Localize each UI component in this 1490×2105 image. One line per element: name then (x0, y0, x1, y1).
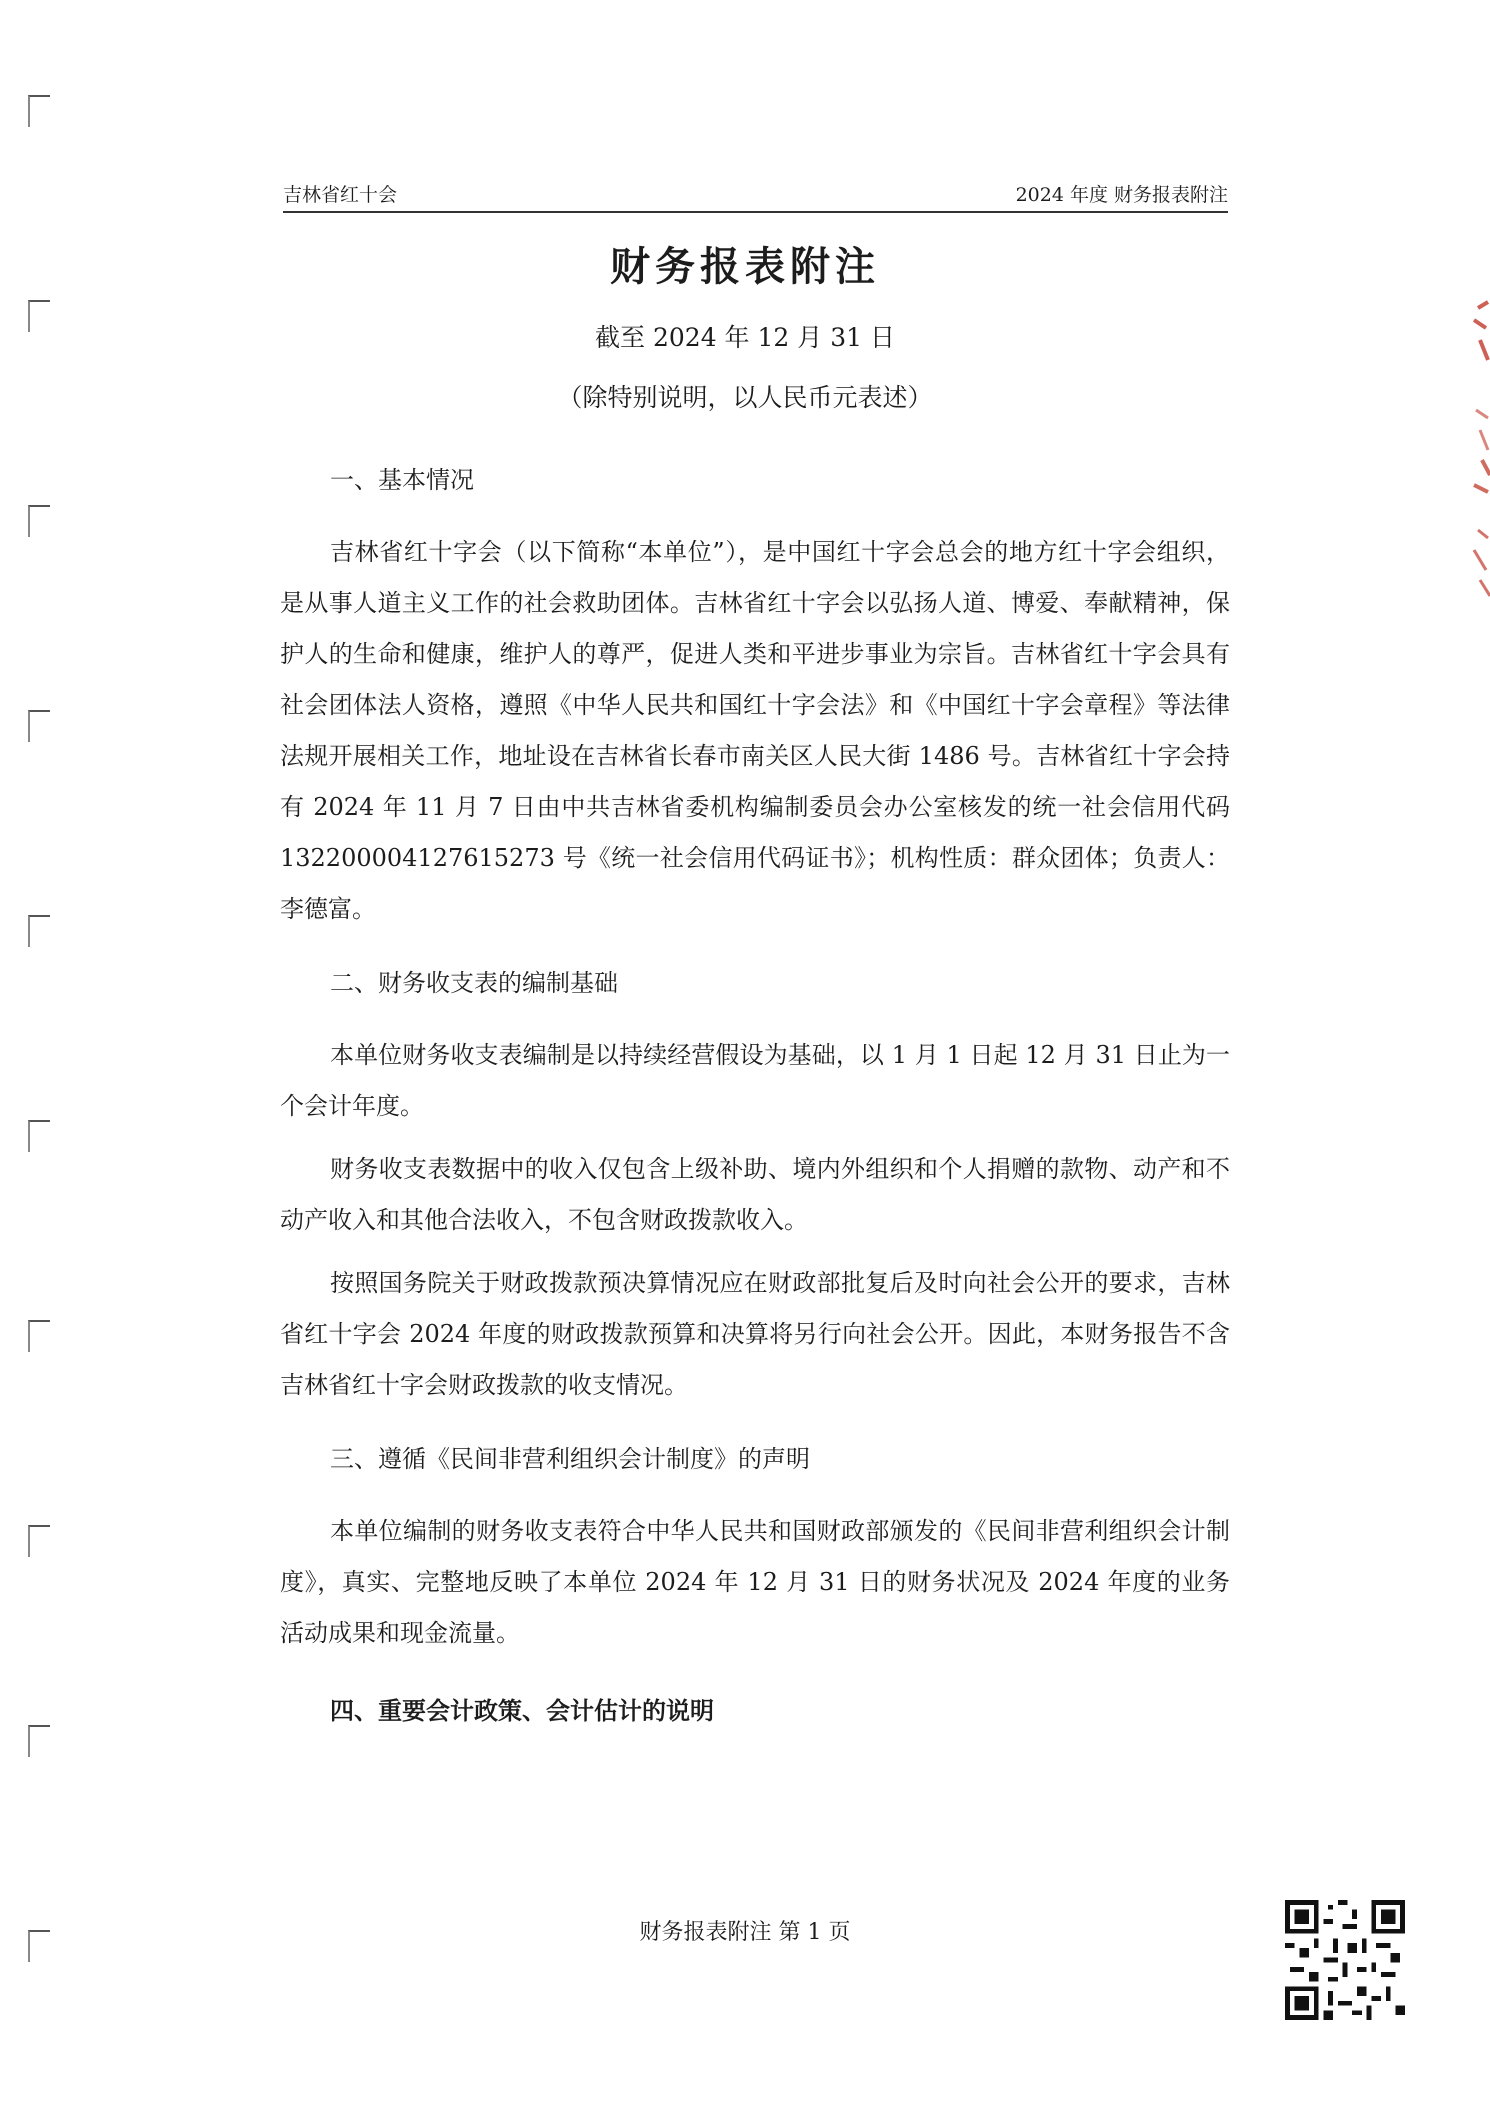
paragraph: 吉林省红十字会（以下简称“本单位”），是中国红十字会总会的地方红十字会组织，是从事人道主义工作的社会救助团体。吉林省红十字会以弘扬人道、博爱、奉献精神，保护人的生命和健康，维护人的尊严，促进人类和平进步事业为宗旨。吉林省红十字会具有社会团体法人资格，遵照《中华人民共和国红十字会法》和《中国红十字会章程》等法律法规开展相关工作，地址设在吉林省长春市南关区人民大街 1486 号。吉林省红十字会持有 2024 年 11 月 7 日由中共吉林省委机构编制委员会办公室核发的统一社会信用代码 132200004127615273 号《统一社会信用代码证书》；机构性质：群众团体；负责人：李德富。 (280, 538, 1230, 923)
document-body (280, 460, 1230, 1726)
section-heading: 四、重要会计政策、会计估计的说明 (330, 1696, 714, 1725)
page-header (283, 175, 1228, 213)
currency-note: （除特别说明，以人民币元表述） (557, 383, 933, 412)
binding-mark (28, 1120, 50, 1152)
section-heading: 三、遵循《民间非营利组织会计制度》的声明 (330, 1445, 810, 1473)
binding-mark (28, 710, 50, 742)
binding-mark (28, 1320, 50, 1352)
section-heading: 二、财务收支表的编制基础 (330, 969, 618, 997)
paragraph: 财务收支表数据中的收入仅包含上级补助、境内外组织和个人捐赠的款物、动产和不动产收入和其他合法收入，不包含财政拨款收入。 (280, 1155, 1230, 1234)
section-heading: 一、基本情况 (330, 466, 474, 494)
binding-mark (28, 505, 50, 537)
binding-mark (28, 1525, 50, 1557)
qr-code-icon (1285, 1900, 1405, 2020)
document-title: 财务报表附注 (610, 243, 880, 290)
paragraph: 本单位编制的财务收支表符合中华人民共和国财政部颁发的《民间非营利组织会计制度》，真实、完整地反映了本单位 2024 年 12 月 31 日的财务状况及 2024 年度的业务活动成果和现金流量。 (280, 1517, 1230, 1647)
header-report-name: 2024 年度 财务报表附注 (1015, 184, 1228, 206)
date-line: 截至 2024 年 12 月 31 日 (595, 323, 895, 352)
header-org-name: 吉林省红十会 (283, 184, 398, 206)
page-footer: 财务报表附注 第 1 页 (639, 1920, 851, 1945)
binding-mark (28, 915, 50, 947)
paragraph: 按照国务院关于财政拨款预决算情况应在财政部批复后及时向社会公开的要求，吉林省红十字会 2024 年度的财政拨款预算和决算将另行向社会公开。因此，本财务报告不含吉林省红十字会财政拨款的收支情况。 (280, 1269, 1230, 1399)
binding-mark (28, 95, 50, 127)
binding-mark (28, 1725, 50, 1757)
paragraph: 本单位财务收支表编制是以持续经营假设为基础，以 1 月 1 日起 12 月 31 日止为一个会计年度。 (280, 1041, 1230, 1120)
